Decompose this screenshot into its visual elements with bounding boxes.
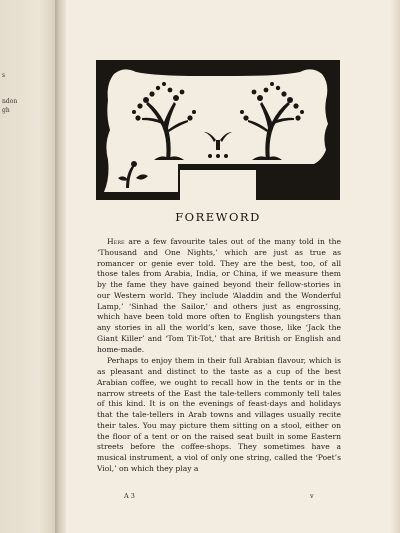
page-title: FOREWORD — [175, 210, 261, 224]
paragraph-text: are a few favourite tales out of the many told in the ‘Thousand and One Nights,’ which are just as true as romancer or genie ever told. They are the best, too, of all those tales from Arabia, India, or China, if we measure them by the fame they have gained beyond their fellow-stories in our Western world. They include ‘Aladdin and the Wonderful Lamp,’ ‘Sinhad the Sailor,’ and others just as engrossing, which have been told more often to English youngsters than any stories in all the world’s ken, save those, like ‘Jack the Giant Killer’ and ‘Tom Tit-Tot,’ that are British or English and home-made. — [97, 237, 341, 354]
foreword-paragraph: Perhaps to enjoy them in their full Arabian flavour, which is as pleasant and distinct to the taste as a cup of the best Arabian coffee, we ought to recall how in the tents or in the narrow streets of the East the tale-tellers commonly tell tales of this kind. It is on the evenings of feast-days and holidays that the tale-tellers in Arab towns and villages usually recite their tales. You may picture them sitting on a stool, either on the floor of a tent or on the raised seat built in some Eastern streets before the coffee-shops. They sometimes have a musical instrument, a viol of only one string, called the ‘Poet’s Viol,’ on which they play a — [97, 356, 341, 473]
left-page-fragment: s — [2, 72, 6, 79]
floral-headpiece-ornament-icon — [96, 60, 340, 200]
page-edge — [390, 0, 400, 533]
opening-word: Here — [107, 237, 125, 246]
left-page-fragment: ndon — [2, 98, 18, 105]
left-page-fragment: gh — [2, 107, 10, 114]
foreword-body — [97, 237, 341, 475]
signature-mark: A 3 — [124, 492, 135, 500]
page-number: v — [310, 492, 314, 500]
left-page — [0, 0, 57, 533]
foreword-paragraph — [97, 237, 341, 355]
